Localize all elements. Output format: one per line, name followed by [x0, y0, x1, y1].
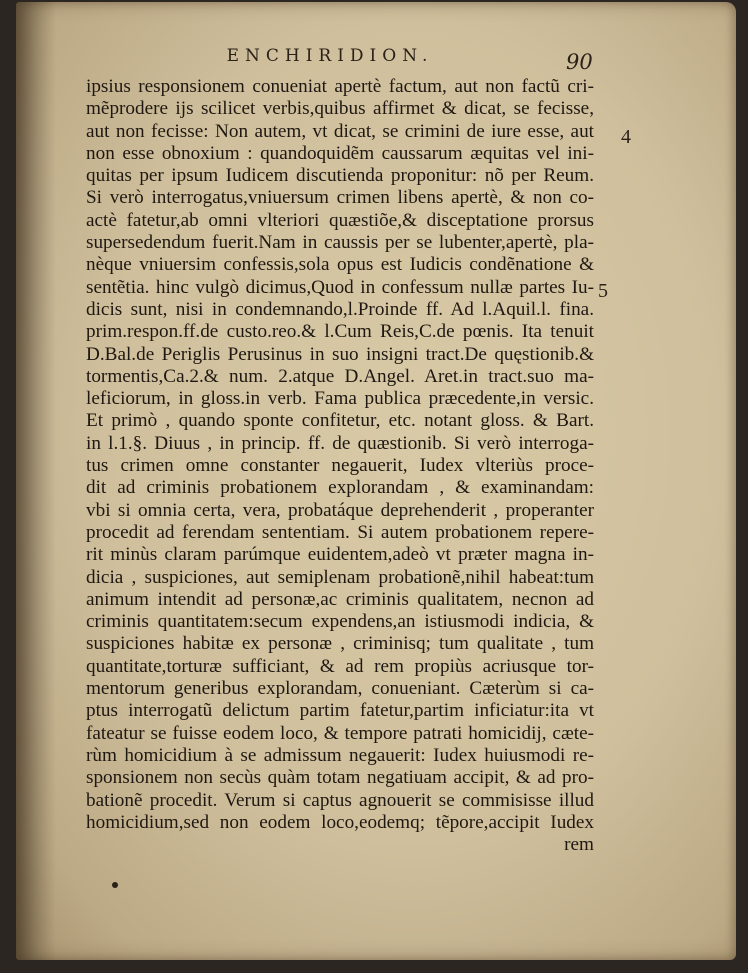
text-line: tus crimen omne constanter negauerit, Iudex vlteriùs proce- [86, 455, 594, 477]
text-line: dit ad criminis probationem explorandam , & examinandam: [86, 477, 594, 499]
catchword: rem [564, 834, 594, 856]
text-line: Et primò , quando sponte confitetur, etc. notant gloss. & Bart. [86, 410, 594, 432]
text-line: prim.respon.ff.de custo.reo.& l.Cum Reis,C.de pœnis. Ita tenuit [86, 321, 594, 343]
text-line: quitas per ipsum Iudicem discutienda proponitur: nõ per Reum. [86, 165, 594, 187]
text-line: dicia , suspiciones, aut semiplenam probationẽ,nihil habeat:tum [86, 566, 594, 588]
text-line: dicis sunt, nisi in condemnando,l.Proinde ff. Ad l.Aquil.l. fina. [86, 298, 594, 320]
text-line: sponsionem non secùs quàm totam negatiuam accipit, & ad pro- [86, 767, 594, 789]
text-line: D.Bal.de Periglis Perusinus in suo insigni tract.De quęstionib.& [86, 343, 594, 365]
text-line: mẽprodere ijs scilicet verbis,quibus affirmet & dicat, se fecisse, [86, 98, 594, 120]
body-text [86, 76, 594, 856]
text-line: rùm homicidium à se admissum negauerit: Iudex huiusmodi re- [86, 744, 594, 766]
margin-note-4: 4 [621, 126, 631, 148]
text-line: tormentis,Ca.2.& num. 2.atque D.Angel. Aret.in tract.suo ma- [86, 365, 594, 387]
text-line: vbi si omnia certa, vera, probatáque deprehenderit , properanter [86, 499, 594, 521]
text-line: bationẽ procedit. Verum si captus agnouerit se commisisse illud [86, 789, 594, 811]
text-line: nèque vniuersim confessis,sola opus est Iudicis condẽnatione & [86, 254, 594, 276]
text-line: ipsius responsionem conueniat apertè factum, aut non factũ cri- [86, 76, 594, 97]
text-line: suspiciones habitæ ex personæ , criminisq; tum qualitate , tum [86, 633, 594, 655]
text-line: quantitate,torturæ sufficiant, & ad rem propiùs acriusque tor- [86, 655, 594, 677]
text-line: non esse obnoxium : quandoquidẽm caussarum æquitas vel ini- [86, 142, 594, 164]
text-line: supersedendum fuerit.Nam in caussis per se lubenter,apertè, pla- [86, 232, 594, 254]
text-line: in l.1.§. Diuus , in princip. ff. de quæstionib. Si verò interroga- [86, 432, 594, 454]
text-line: fateatur se fuisse eodem loco, & tempore patrati homicidij, cæte- [86, 722, 594, 744]
text-line: criminis quantitatem:secum expendens,an istiusmodi indicia, & [86, 611, 594, 633]
text-line: rit minùs claram parúmque euidentem,adeò vt præter magna in- [86, 544, 594, 566]
page-gutter-shadow [16, 2, 56, 960]
text-line: aut non fecisse: Non autem, vt dicat, se crimini de iure esse, aut [86, 120, 594, 142]
text-line: ptus interrogatũ delictum partim fatetur,partim inficiatur:ita vt [86, 700, 594, 722]
running-head: ENCHIRIDION. [226, 46, 434, 66]
ink-spot [112, 882, 118, 888]
text-line: Si verò interrogatus,vniuersum crimen libens apertè, & non co- [86, 187, 594, 209]
page-number: 90 [566, 50, 593, 74]
text-line: homicidium,sed non eodem loco,eodemq; tẽpore,accipit Iudex [86, 811, 594, 833]
text-line: procedit ad ferendam sententiam. Si autem probationem repere- [86, 521, 594, 543]
text-line: actè fatetur,ab omni vlteriori quæstiõe,& disceptatione prorsus [86, 209, 594, 231]
text-line: animum intendit ad personæ,ac criminis qualitatem, necnon ad [86, 588, 594, 610]
text-line: sentẽtia. hinc vulgò dicimus,Quod in confessum nullæ partes Iu- [86, 276, 594, 298]
margin-note-5: 5 [598, 280, 608, 302]
text-line: mentorum generibus explorandam, conueniant. Cæterùm si ca- [86, 678, 594, 700]
text-line: leficiorum, in gloss.in verb. Fama publica præcedente,in versic. [86, 388, 594, 410]
